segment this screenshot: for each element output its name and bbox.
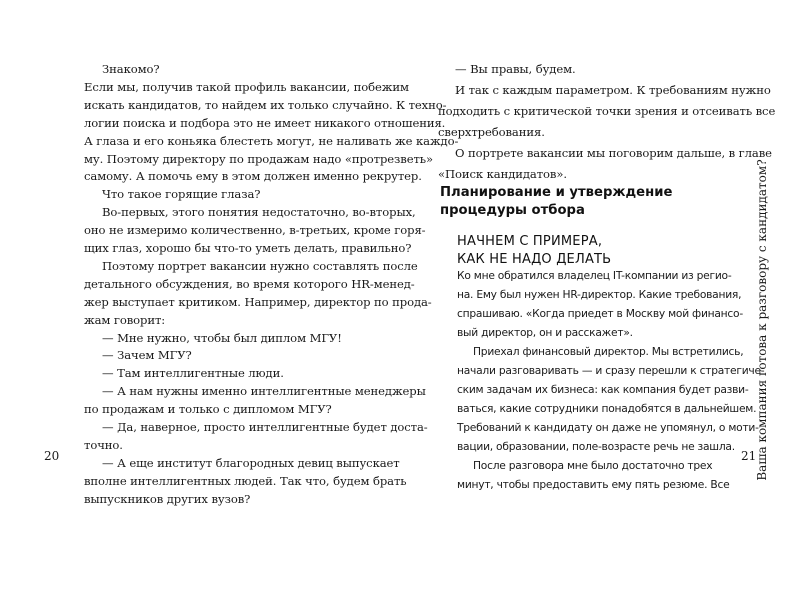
dialogue-line: — Вы правы, будем. (455, 62, 576, 76)
text-line: по продажам и только с дипломом МГУ? (84, 402, 332, 417)
case-text-line: Требований к кандидату он даже не упомянул, о моти- (457, 421, 759, 434)
page-number-left: 20 (44, 449, 60, 463)
text-line: жер выступает критиком. Например, директор по прода- (84, 294, 432, 309)
running-head: Ваша компания готова к разговору с кандидатом? (755, 159, 769, 481)
text-line: «Поиск кандидатов». (438, 167, 567, 181)
text-line: Если мы, получив такой профиль вакансии, побежим (84, 79, 409, 94)
case-text-line: ским задачам их бизнеса: как компания будет разви- (457, 383, 749, 396)
dialogue-line: — Да, наверное, просто интеллигентные будет доста- (102, 420, 428, 434)
text-line: Поэтому портрет вакансии нужно составлять после (102, 258, 418, 273)
text-line: самому. А помочь ему в этом должен именно рекрутер. (84, 169, 422, 184)
text-line: искать кандидатов, то найдем их только случайно. К техно- (84, 97, 447, 112)
section-heading: Планирование и утверждение (440, 185, 673, 200)
text-line: щих глаз, хорошо бы что-то уметь делать, правильно? (84, 241, 412, 255)
case-text-line: ваться, какие сотрудники понадобятся в дальнейшем. (457, 402, 757, 415)
text-line: логии поиска и подбора это не имеет никакого отношения. (84, 115, 446, 130)
case-text-line: Ко мне обратился владелец IT-компании из регио- (457, 269, 732, 282)
text-line: му. Поэтому директору по продажам надо «протрезветь» (84, 151, 433, 166)
case-text-line: спрашиваю. «Когда приедет в Москву мой финансо- (457, 307, 743, 320)
case-text-line: вации, образовании, поле-возрасте речь не зашла. (457, 440, 735, 453)
text-line: И так с каждым параметром. К требованиям нужно (455, 83, 771, 97)
case-text-line: Приехал финансовый директор. Мы встретились, (473, 345, 744, 358)
text-line: О портрете вакансии мы поговорим дальше, в главе (455, 146, 772, 160)
text-line: точно. (84, 437, 123, 452)
case-text-line: начали разговаривать — и сразу перешли к стратегиче- (457, 364, 765, 377)
text-line: жам говорит: (84, 312, 166, 327)
text-line: детального обсуждения, во время которого HR-менед- (84, 276, 415, 291)
text-line: А глаза и его коньяка блестеть могут, не наливать же каждо- (84, 133, 459, 148)
case-text-line: минут, чтобы предоставить ему пять резюме. Все (457, 478, 730, 491)
dialogue-line: — Там интеллигентные люди. (102, 366, 284, 381)
case-text-line: на. Ему был нужен HR-директор. Какие требования, (457, 288, 742, 301)
dialogue-line: — А нам нужны именно интеллигентные менеджеры (102, 384, 426, 399)
text-line: выпускников других вузов? (84, 491, 251, 506)
right-page (400, 0, 800, 589)
dialogue-line: — А еще институт благородных девиц выпускает (102, 455, 400, 470)
text-line: Знакомо? (102, 62, 160, 76)
text-line: Что такое горящие глаза? (102, 187, 261, 202)
case-heading: НАЧНЕМ С ПРИМЕРА, (457, 234, 603, 249)
text-line: подходить с критической точки зрения и отсеивать все (438, 104, 776, 118)
dialogue-line: — Зачем МГУ? (102, 348, 192, 363)
page-number-right: 21 (741, 449, 757, 463)
case-text-line: вый директор, он и расскажет». (457, 326, 633, 339)
dialogue-line: — Мне нужно, чтобы был диплом МГУ! (102, 330, 342, 345)
text-line: сверхтребования. (438, 125, 545, 139)
case-text-line: После разговора мне было достаточно трех (473, 459, 713, 472)
text-line: оно не измеримо количественно, в-третьих, кроме горя- (84, 223, 426, 238)
section-heading: процедуры отбора (440, 203, 585, 218)
text-line: вполне интеллигентных людей. Так что, будем брать (84, 473, 407, 488)
text-line: Во-первых, этого понятия недостаточно, во-вторых, (102, 205, 416, 220)
case-heading: КАК НЕ НАДО ДЕЛАТЬ (457, 252, 612, 267)
